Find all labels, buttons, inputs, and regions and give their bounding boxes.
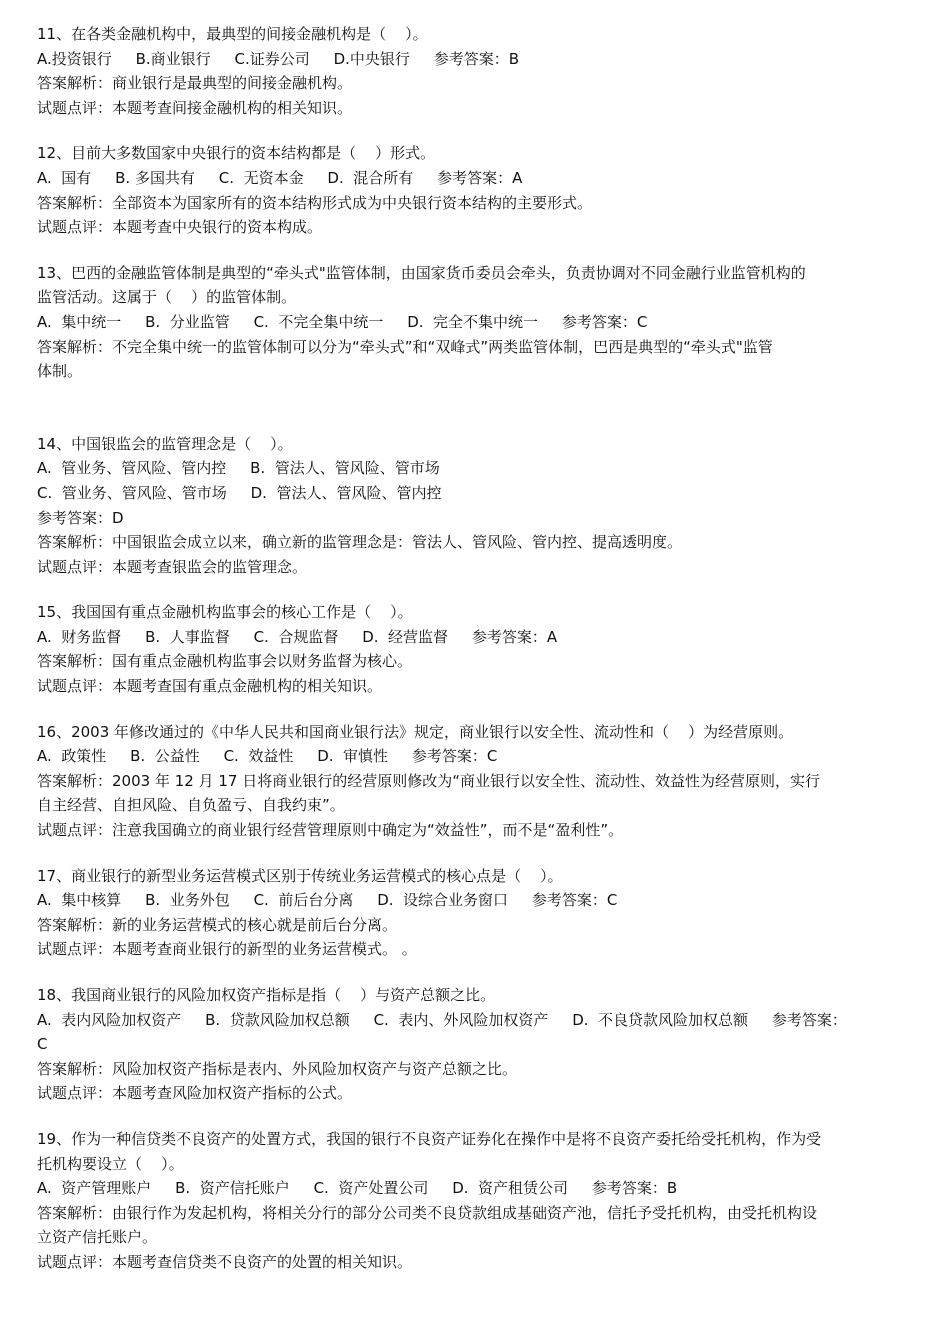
question-stem: 13、巴西的金融监管体制是典型的“牵头式"监管体制，由国家货币委员会牵头，负责协调对不同金融行业监管机构的 <box>37 263 806 282</box>
question-13 <box>37 261 920 384</box>
question-stem: 14、中国银监会的监管理念是（ ）。 <box>37 434 293 453</box>
question-stem-continued: 监管活动。这属于（ ）的监管体制。 <box>37 288 297 307</box>
answer-explanation: 答案解析：中国银监会成立以来，确立新的监管理念是：管法人、管风险、管内控、提高透明度。 <box>37 533 683 552</box>
question-stem: 17、商业银行的新型业务运营模式区别于传统业务运营模式的核心点是（ ）。 <box>37 866 563 885</box>
question-comment: 试题点评：本题考查信贷类不良资产的处置的相关知识。 <box>37 1252 413 1271</box>
question-comment: 试题点评：本题考查国有重点金融机构的相关知识。 <box>37 677 383 696</box>
reference-answer: 参考答案：D <box>37 508 124 527</box>
question-stem: 19、作为一种信贷类不良资产的处置方式，我国的银行不良资产证券化在操作中是将不良资产委托给受托机构，作为受 <box>37 1129 822 1148</box>
answer-explanation: 答案解析：新的业务运营模式的核心就是前后台分离。 <box>37 915 398 934</box>
question-comment: 试题点评：本题考查中央银行的资本构成。 <box>37 218 323 237</box>
question-stem: 16、2003 年修改通过的《中华人民共和国商业银行法》规定，商业银行以安全性、流动性和（ ）为经营原则。 <box>37 722 794 741</box>
question-14 <box>37 432 920 580</box>
spacer <box>37 843 920 864</box>
answer-options: A.投资银行 B.商业银行 C.证券公司 D.中央银行 参考答案：B <box>37 49 520 68</box>
answer-explanation-continued: 立资产信托账户。 <box>37 1228 158 1247</box>
answer-explanation: 答案解析：不完全集中统一的监管体制可以分为“牵头式”和“双峰式”两类监管体制，巴西是典型的“牵头式"监管 <box>37 337 773 356</box>
answer-options: A. 财务监督 B. 人事监督 C. 合规监督 D. 经营监督 参考答案：A <box>37 627 558 646</box>
answer-options: A. 集中核算 B. 业务外包 C. 前后台分离 D. 设综合业务窗口 参考答案：C <box>37 891 618 910</box>
question-17 <box>37 864 920 962</box>
spacer <box>37 240 920 261</box>
answer-options: A. 政策性 B. 公益性 C. 效益性 D. 审慎性 参考答案：C <box>37 747 498 766</box>
answer-explanation: 答案解析：由银行作为发起机构，将相关分行的部分公司类不良贷款组成基础资产池，信托予受托机构，由受托机构设 <box>37 1203 818 1222</box>
question-11 <box>37 22 920 120</box>
question-comment: 试题点评：本题考查风险加权资产指标的公式。 <box>37 1084 353 1103</box>
spacer <box>37 699 920 720</box>
spacer <box>37 120 920 141</box>
question-comment: 试题点评：本题考查商业银行的新型的业务运营模式。 。 <box>37 940 417 959</box>
answer-options: A. 管业务、管风险、管内控 B. 管法人、管风险、管市场 <box>37 459 440 478</box>
answer-options: A. 资产管理账户 B. 资产信托账户 C. 资产处置公司 D. 资产租赁公司 参考答案：B <box>37 1179 678 1198</box>
question-15 <box>37 600 920 698</box>
question-18 <box>37 983 920 1106</box>
question-stem-continued: 托机构要设立（ ）。 <box>37 1154 184 1173</box>
answer-explanation: 答案解析：国有重点金融机构监事会以财务监督为核心。 <box>37 652 413 671</box>
answer-options: A. 表内风险加权资产 B. 贷款风险加权总额 C. 表内、外风险加权资产 D. 不良贷款风险加权总额 参考答案： <box>37 1010 847 1029</box>
answer-options: A. 国有 B. 多国共有 C. 无资本金 D. 混合所有 参考答案：A <box>37 168 523 187</box>
spacer <box>37 384 920 432</box>
spacer <box>37 579 920 600</box>
answer-explanation-continued: 体制。 <box>37 362 83 381</box>
answer-explanation: 答案解析：风险加权资产指标是表内、外风险加权资产与资产总额之比。 <box>37 1059 518 1078</box>
question-comment: 试题点评：本题考查间接金融机构的相关知识。 <box>37 98 353 117</box>
question-stem: 12、目前大多数国家中央银行的资本结构都是（ ）形式。 <box>37 144 436 163</box>
question-12 <box>37 141 920 239</box>
answer-options: A. 集中统一 B. 分业监管 C. 不完全集中统一 D. 完全不集中统一 参考答案：C <box>37 312 648 331</box>
reference-answer: C <box>37 1035 48 1054</box>
spacer <box>37 962 920 983</box>
question-19 <box>37 1127 920 1275</box>
answer-explanation: 答案解析：全部资本为国家所有的资本结构形式成为中央银行资本结构的主要形式。 <box>37 193 593 212</box>
spacer <box>37 1106 920 1127</box>
question-comment: 试题点评：注意我国确立的商业银行经营管理原则中确定为“效益性”，而不是“盈利性”。 <box>37 821 624 840</box>
answer-explanation-continued: 自主经营、自担风险、自负盈亏、自我约束”。 <box>37 796 345 815</box>
answer-explanation: 答案解析：商业银行是最典型的间接金融机构。 <box>37 74 353 93</box>
question-comment: 试题点评：本题考查银监会的监管理念。 <box>37 557 308 576</box>
answer-options: C. 管业务、管风险、管市场 D. 管法人、管风险、管内控 <box>37 483 442 502</box>
question-stem: 15、我国国有重点金融机构监事会的核心工作是（ ）。 <box>37 603 413 622</box>
question-stem: 11、在各类金融机构中，最典型的间接金融机构是（ ）。 <box>37 25 428 43</box>
question-16 <box>37 720 920 843</box>
answer-explanation: 答案解析：2003 年 12 月 17 日将商业银行的经营原则修改为“商业银行以安全性、流动性、效益性为经营原则，实行 <box>37 771 820 790</box>
question-stem: 18、我国商业银行的风险加权资产指标是指（ ）与资产总额之比。 <box>37 986 496 1004</box>
